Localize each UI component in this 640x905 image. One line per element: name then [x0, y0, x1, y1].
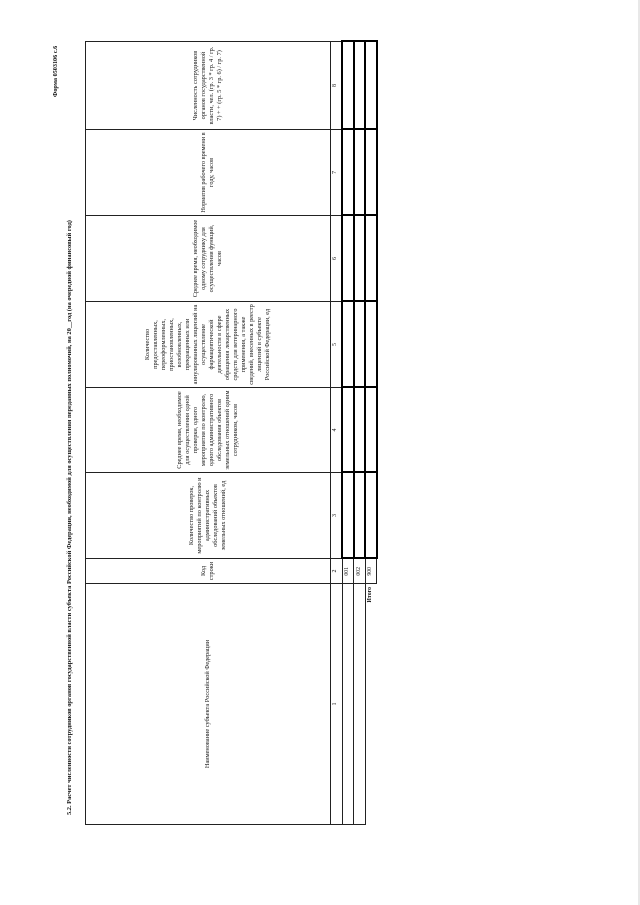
cell-licenses-count-total[interactable] [365, 302, 377, 388]
column-number: 3 [331, 473, 343, 559]
header-inspections-count: Количество проверок, мероприятий по контролю и административных обследований объектов земельных отношений, ед [86, 473, 331, 559]
column-number: 5 [331, 302, 343, 388]
cell-staff-count[interactable] [342, 42, 354, 130]
column-number-row [331, 42, 343, 825]
header-working-hours: Норматив рабочего времени в году, часов [86, 130, 331, 216]
section-title: 5.2. Расчет численности сотрудников органов государственной власти субъекта Российской Федерации, необходимой для осуществления переданных полномочий, на 20__год (на очередной финансовый год) [66, 220, 73, 815]
row-code: 900 [365, 559, 377, 584]
header-row [86, 42, 331, 825]
header-function-time: Среднее время, необходимое одному сотруднику для осуществления функций, часов [86, 216, 331, 302]
cell-staff-count-total[interactable] [365, 42, 377, 130]
calculation-table [85, 41, 378, 826]
cell-licenses-count[interactable] [354, 302, 366, 388]
cell-licenses-count[interactable] [342, 302, 354, 388]
table-row [342, 42, 354, 825]
row-label-total: Итого [367, 587, 374, 603]
row-code: 001 [342, 559, 354, 584]
header-staff-count: Численность сотрудников органов государственной власти, чел. (гр. 3 * гр. 4 / гр. 7) + + (гр. 5 * гр. 6) / гр. 7) [86, 42, 331, 130]
cell-inspection-time[interactable] [354, 388, 366, 473]
header-row-code: Код строки [86, 559, 331, 584]
cell-inspection-time-total[interactable] [365, 388, 377, 473]
cell-working-hours[interactable] [342, 130, 354, 216]
cell-working-hours[interactable] [354, 130, 366, 216]
table-row [354, 42, 366, 825]
column-number: 4 [331, 388, 343, 473]
column-number: 2 [331, 559, 343, 584]
cell-staff-count[interactable] [354, 42, 366, 130]
cell-function-time-total[interactable] [365, 216, 377, 302]
cell-function-time[interactable] [354, 216, 366, 302]
column-number: 7 [331, 130, 343, 216]
row-code: 002 [354, 559, 366, 584]
column-number: 1 [331, 584, 343, 825]
row-label [342, 584, 354, 825]
column-number: 8 [331, 42, 343, 130]
cell-inspections-count[interactable] [354, 473, 366, 559]
row-label [354, 584, 366, 825]
header-inspection-time: Среднее время, необходимое для осуществления одной проверки, одного мероприятия по контролю, одного административного обследования объектов земельных отношений одним сотрудником, часов [86, 388, 331, 473]
cell-working-hours-total[interactable] [365, 130, 377, 216]
header-region-name: Наименование субъекта Российской Федерации [86, 584, 331, 825]
cell-inspection-time[interactable] [342, 388, 354, 473]
cell-function-time[interactable] [342, 216, 354, 302]
cell-inspections-count[interactable] [342, 473, 354, 559]
table-row-total [365, 42, 377, 825]
form-number: Форма 0503106 с.6 [52, 45, 59, 97]
column-number: 6 [331, 216, 343, 302]
header-licenses-count: Количество предоставленных, переоформленных, приостановленных, возобновленных, прекращенных или аннулированных лицензий на осуществление фармацевтической деятельности в сфере обращения лекарственных средств для ветеринарного применения, а также сведений, внесенных в реестр лицензий в субъекте Российской Федерации, ед [86, 302, 331, 388]
cell-inspections-count-total[interactable] [365, 473, 377, 559]
